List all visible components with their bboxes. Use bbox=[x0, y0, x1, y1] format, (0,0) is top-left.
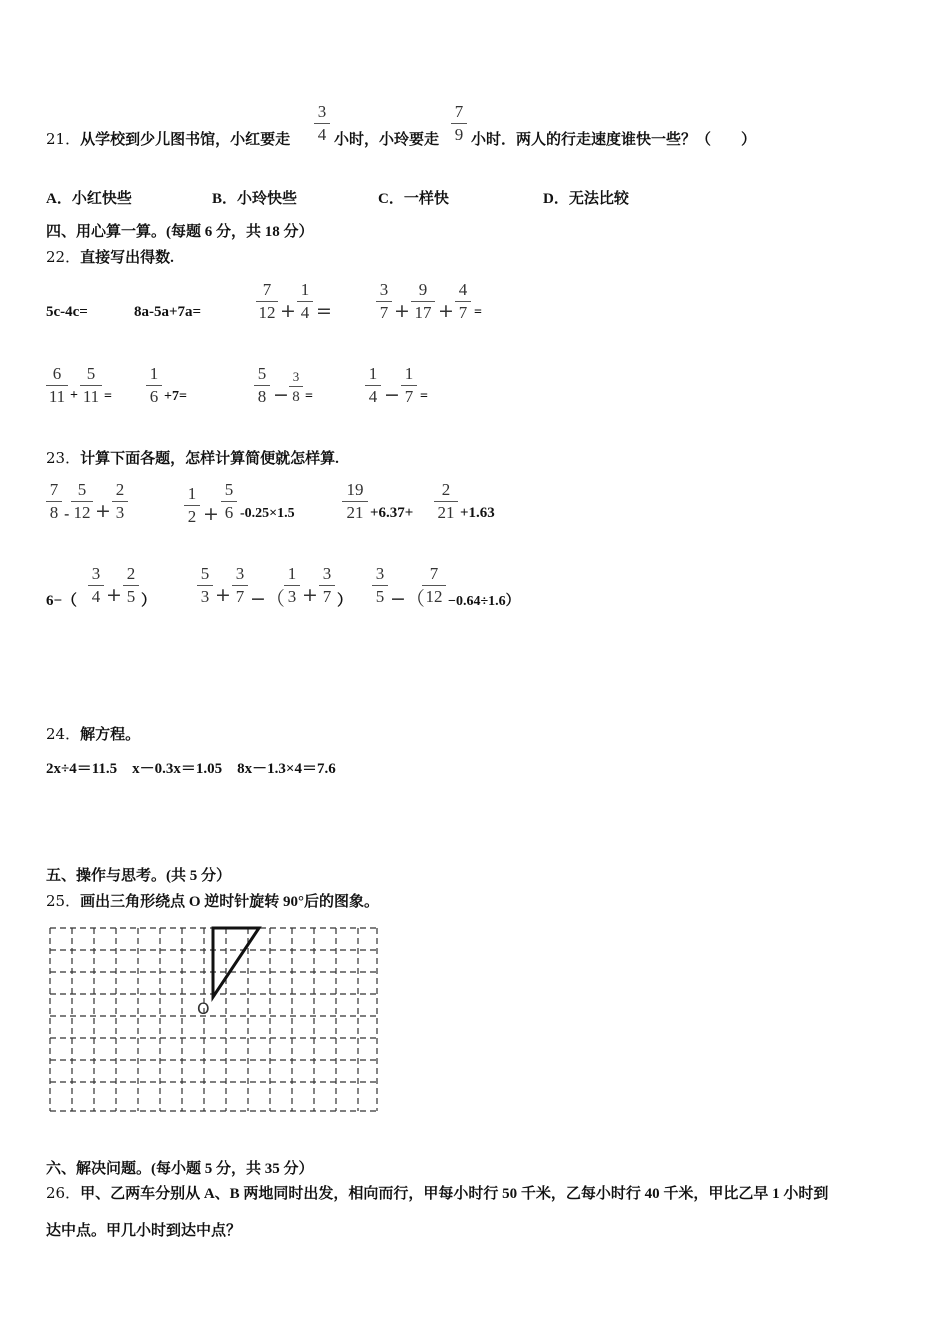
q23-frac-e2: 3 7 bbox=[232, 564, 248, 607]
q22-frac-e1: 5 8 bbox=[254, 364, 270, 407]
q23-frac-g1: 3 5 bbox=[372, 564, 388, 607]
q23-op: ） bbox=[141, 593, 157, 609]
q24-title: 24．解方程。 bbox=[46, 725, 141, 743]
q21-option-c[interactable]: C．一样快 bbox=[378, 191, 449, 207]
section-5-title: 五、操作与思考。(共 5 分） bbox=[46, 868, 231, 884]
q23-frac-c2: 2 21 bbox=[434, 480, 458, 523]
q23-op: +1.63 bbox=[460, 505, 495, 521]
q22-frac-c2: 5 11 bbox=[80, 364, 102, 407]
q23-op: + bbox=[215, 584, 231, 606]
q23-frac-b2: 5 6 bbox=[221, 480, 237, 523]
q23-op: -0.25×1.5 bbox=[240, 506, 295, 521]
q22-op: + bbox=[70, 388, 78, 403]
q22-op: = bbox=[305, 389, 313, 404]
q23-op: −（ bbox=[390, 588, 425, 610]
q23-frac-a3: 2 3 bbox=[112, 480, 128, 523]
q22-frac-d1: 1 6 bbox=[146, 364, 162, 407]
q21-text: 21．从学校到少儿图书馆，小红要走 bbox=[46, 130, 291, 148]
q26-line-1: 26．甲、乙两车分别从 A、B 两地同时出发，相向而行，甲每小时行 50 千米，乙每小时行 40 千米，甲比乙早 1 小时到 bbox=[46, 1184, 829, 1202]
q22-op: + bbox=[438, 300, 454, 322]
point-o-label: O bbox=[197, 999, 210, 1018]
q23-frac-e4: 3 7 bbox=[319, 564, 335, 607]
q22-title: 22．直接写出得数. bbox=[46, 248, 174, 266]
q23-frac-c1: 19 21 bbox=[342, 480, 368, 523]
q23-op: ） bbox=[337, 593, 353, 609]
q23-title: 23．计算下面各题，怎样计算简便就怎样算. bbox=[46, 449, 339, 467]
q21-text-end: 小时．两人的行走速度谁快一些？（ ） bbox=[471, 132, 757, 148]
q22-frac-b2: 9 17 bbox=[411, 280, 435, 323]
q21-fraction-a: 3 4 bbox=[314, 102, 330, 145]
rotation-grid bbox=[48, 925, 380, 1115]
q23-frac-e1: 5 3 bbox=[197, 564, 213, 607]
q21-option-b[interactable]: B．小玲快些 bbox=[212, 191, 298, 207]
q22-frac-b1: 3 7 bbox=[376, 280, 392, 323]
q21-fraction-b: 7 9 bbox=[451, 102, 467, 145]
q22-op: + bbox=[280, 300, 296, 322]
q22-op: = bbox=[104, 389, 112, 404]
q22-op: +7= bbox=[164, 389, 187, 404]
q22-op: = bbox=[420, 389, 428, 404]
q23-frac-g2: 7 12 bbox=[422, 564, 446, 607]
q24-equations: 2x÷4＝11.5 x－0.3x＝1.05 8x－1.3×4＝7.6 bbox=[46, 761, 336, 777]
q21-option-a[interactable]: A．小红快些 bbox=[46, 191, 132, 207]
q22-frac-c1: 6 11 bbox=[46, 364, 68, 407]
q23-frac-d2: 2 5 bbox=[123, 564, 139, 607]
triangle-shape bbox=[213, 928, 259, 997]
q23-op: + bbox=[95, 500, 111, 522]
q23-frac-a1: 7 8 bbox=[46, 480, 62, 523]
q21-text-mid: 小时，小玲要走 bbox=[334, 132, 440, 148]
q22-op: − bbox=[384, 384, 400, 406]
q22-frac-e2: 3 8 bbox=[289, 369, 303, 406]
q22-frac-b3: 4 7 bbox=[455, 280, 471, 323]
section-6-title: 六、解决问题。(每小题 5 分，共 35 分） bbox=[46, 1161, 314, 1177]
q23-frac-e3: 1 3 bbox=[284, 564, 300, 607]
q22-frac-a1: 7 12 bbox=[256, 280, 278, 323]
q22-expr-1: 5c-4c= bbox=[46, 304, 88, 320]
q25-title: 25．画出三角形绕点 O 逆时针旋转 90°后的图象。 bbox=[46, 892, 380, 910]
q23-op: 6−（ bbox=[46, 593, 78, 609]
section-4-title: 四、用心算一算。(每题 6 分，共 18 分） bbox=[46, 224, 314, 240]
q22-frac-g2: 1 7 bbox=[401, 364, 417, 407]
q23-op: + bbox=[302, 584, 318, 606]
q21-number: 21． bbox=[46, 130, 81, 148]
q22-op: = bbox=[316, 300, 332, 322]
q23-op: +6.37+ bbox=[370, 505, 414, 521]
q22-expr-2: 8a-5a+7a= bbox=[134, 304, 202, 320]
q23-op: + bbox=[106, 584, 122, 606]
q23-op: + bbox=[203, 503, 219, 525]
q21-option-d[interactable]: D．无法比较 bbox=[543, 191, 629, 207]
q22-op: = bbox=[474, 305, 482, 320]
q26-line-2: 达中点。甲几小时到达中点？ bbox=[46, 1223, 242, 1239]
q22-op: − bbox=[273, 384, 289, 406]
q23-frac-b1: 1 2 bbox=[184, 484, 200, 527]
q23-op: - bbox=[64, 504, 70, 523]
q23-op: −0.64÷1.6） bbox=[448, 594, 520, 609]
q23-frac-d1: 3 4 bbox=[88, 564, 104, 607]
q22-frac-g1: 1 4 bbox=[365, 364, 381, 407]
q22-frac-a2: 1 4 bbox=[297, 280, 313, 323]
q23-op: −（ bbox=[250, 588, 285, 610]
q23-frac-a2: 5 12 bbox=[71, 480, 93, 523]
q22-op: + bbox=[394, 300, 410, 322]
